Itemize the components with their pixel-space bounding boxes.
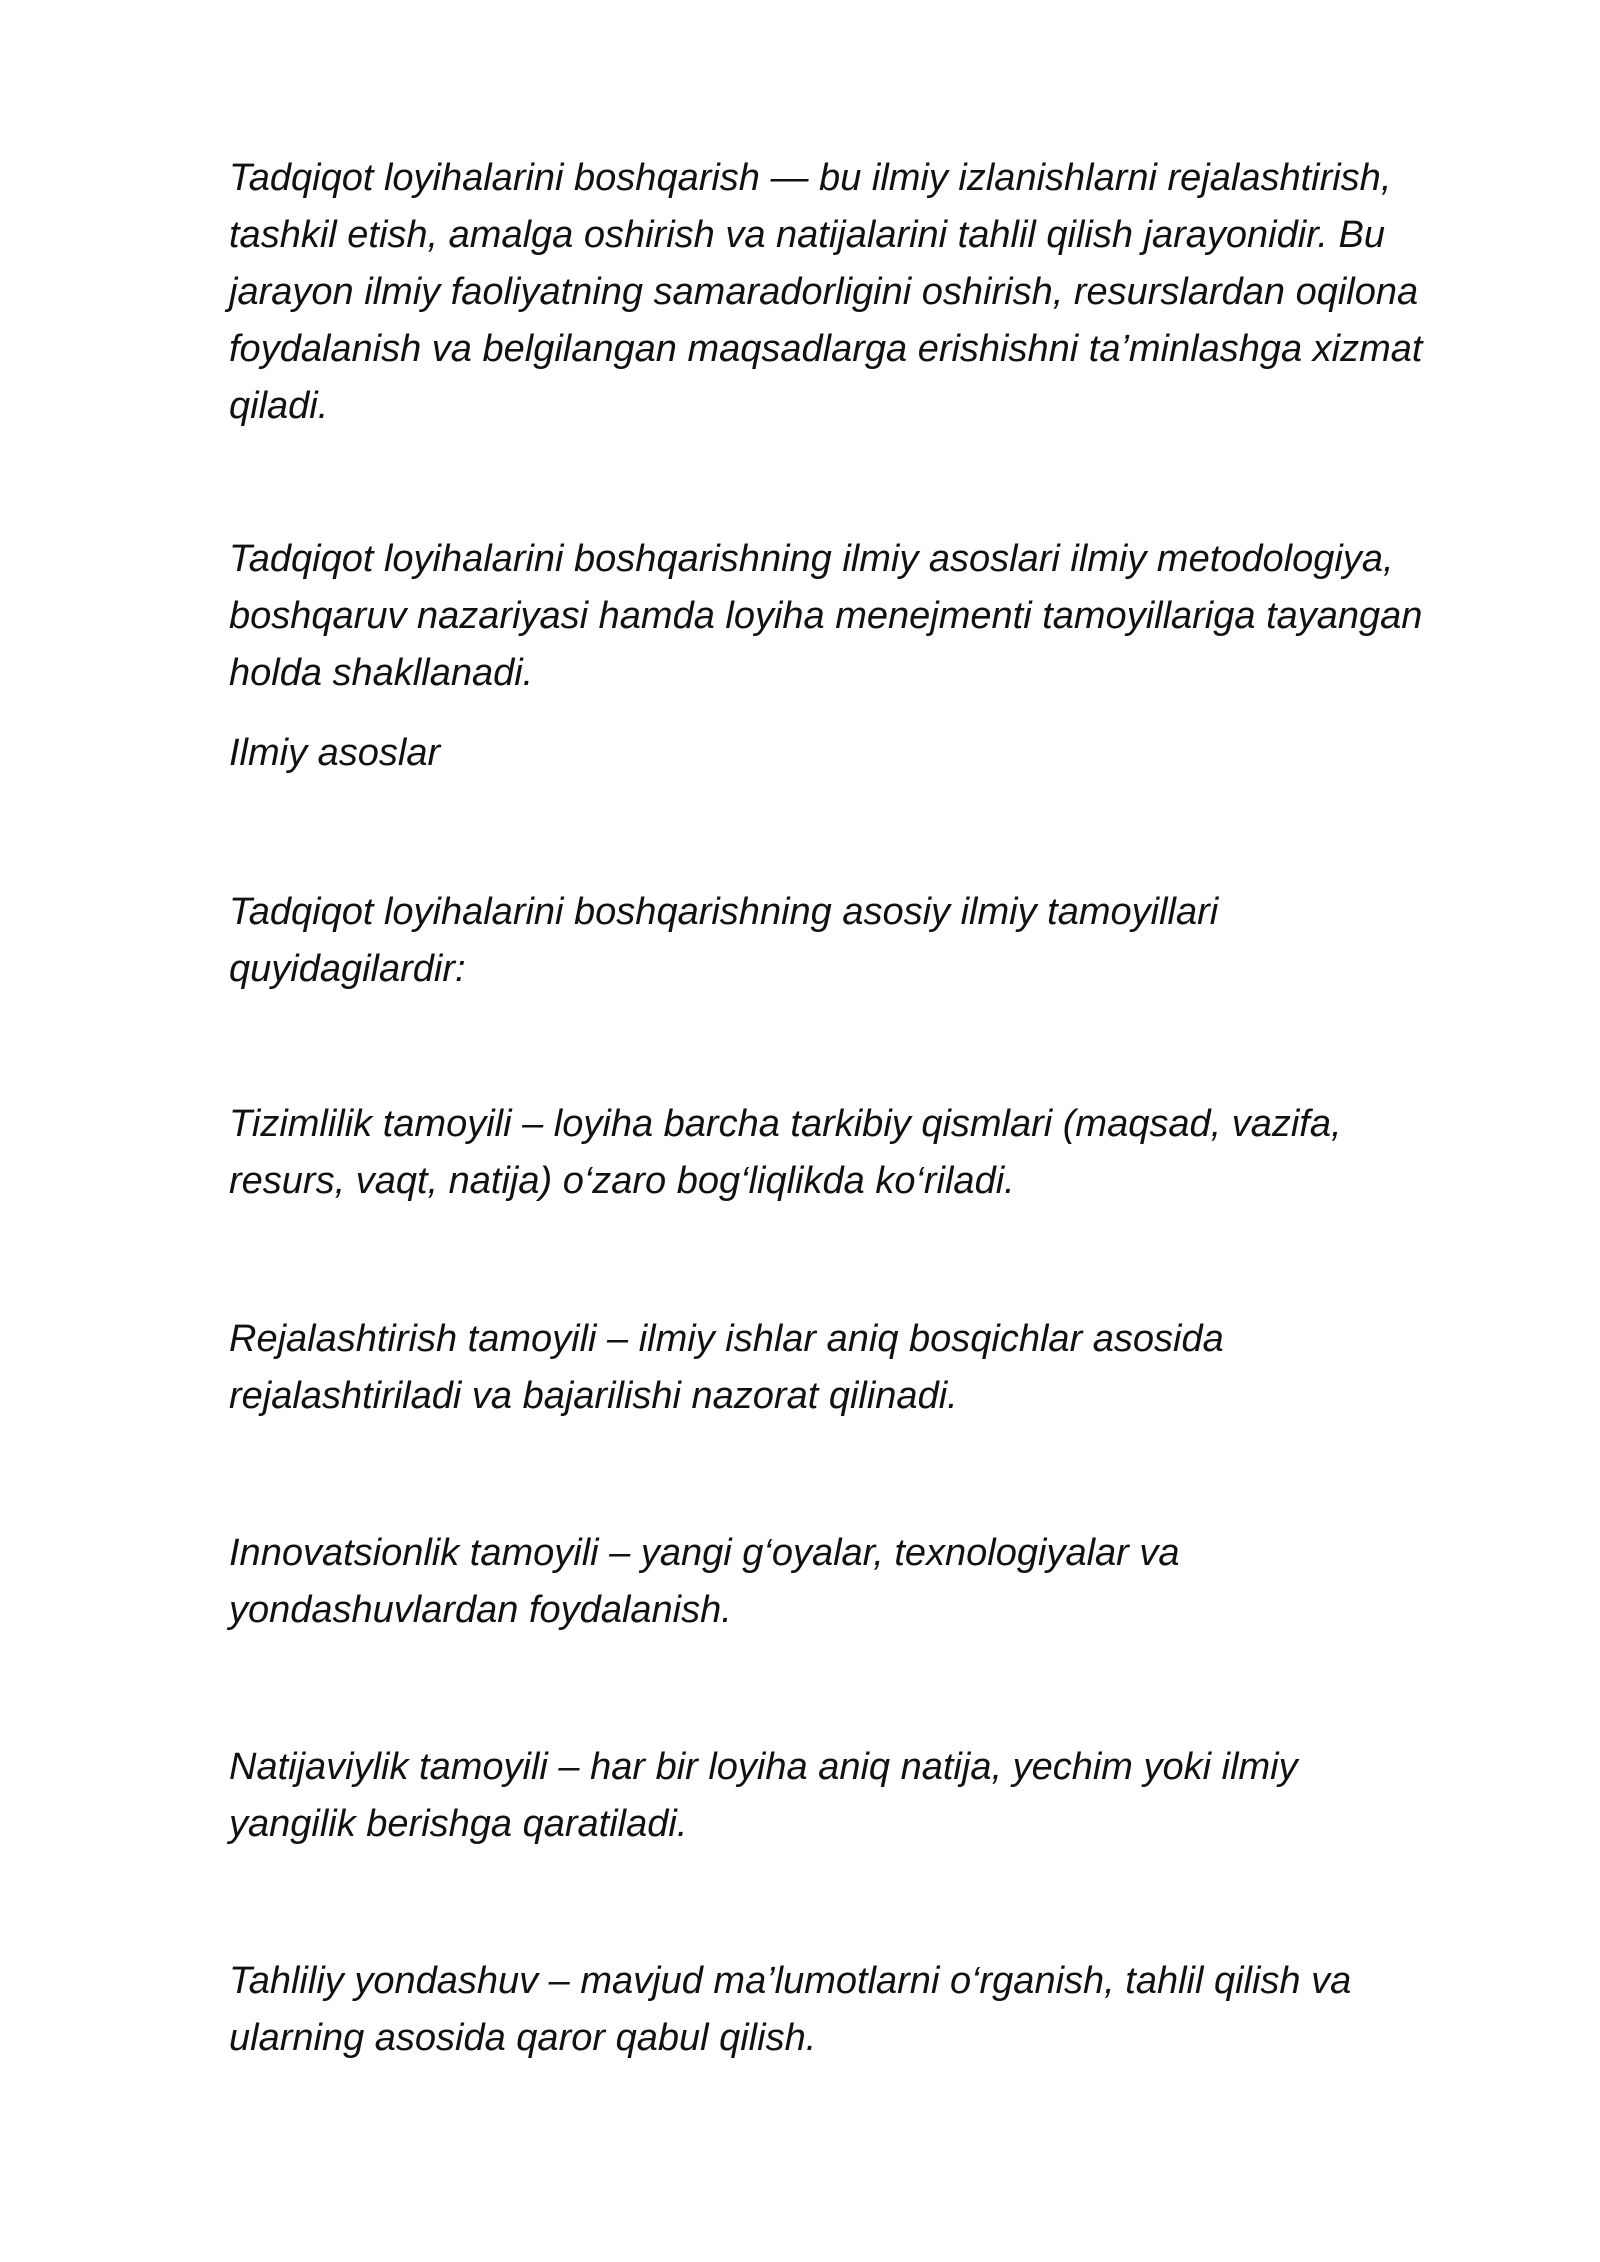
text-line: Tadqiqot loyihalarini boshqarishning asosiy ilmiy tamoyillari [229,891,1219,933]
text-line: Tizimlilik tamoyili – loyiha barcha tarkibiy qismlari (maqsad, vazifa, [229,1103,1342,1145]
principles-intro-paragraph [229,884,1519,998]
principle-results [229,1739,1519,1853]
principle-innovation [229,1525,1519,1639]
text-line: holda shakllanadi. [229,652,534,694]
text-line: Rejalashtirish tamoyili – ilmiy ishlar aniq bosqichlar asosida [229,1318,1224,1360]
text-line: Ilmiy asoslar [229,732,441,774]
foundations-paragraph [229,531,1519,702]
text-line: Innovatsionlik tamoyili – yangi g‘oyalar, texnologiyalar va [229,1532,1180,1574]
text-line: yangilik berishga qaratiladi. [229,1803,688,1845]
text-line: quyidagilardir: [229,948,466,990]
text-line: Natijaviylik tamoyili – har bir loyiha aniq natija, yechim yoki ilmiy [229,1746,1298,1788]
principle-analytical [229,1953,1519,2067]
principle-systematic [229,1096,1519,1210]
intro-paragraph [229,150,1519,435]
text-line: Tadqiqot loyihalarini boshqarishning ilmiy asoslari ilmiy metodologiya, [229,538,1394,580]
section-heading [229,725,1519,782]
text-line: yondashuvlardan foydalanish. [229,1589,732,1631]
text-line: resurs, vaqt, natija) o‘zaro bog‘liqlikda ko‘riladi. [229,1160,1015,1202]
text-line: Tahliliy yondashuv – mavjud ma’lumotlarni o‘rganish, tahlil qilish va [229,1960,1352,2002]
text-line: jarayon ilmiy faoliyatning samaradorligini oshirish, resurslardan oqilona [229,271,1419,313]
text-line: tashkil etish, amalga oshirish va natijalarini tahlil qilish jarayonidir. Bu [229,214,1386,256]
principle-planning [229,1311,1519,1425]
text-line: qiladi. [229,385,329,427]
text-line: Tadqiqot loyihalarini boshqarish — bu ilmiy izlanishlarni rejalashtirish, [229,157,1392,199]
text-line: rejalashtiriladi va bajarilishi nazorat qilinadi. [229,1375,958,1417]
text-line: ularning asosida qaror qabul qilish. [229,2017,817,2059]
text-line: boshqaruv nazariyasi hamda loyiha menejmenti tamoyillariga tayangan [229,595,1423,637]
text-line: foydalanish va belgilangan maqsadlarga erishishni ta’minlashga xizmat [229,328,1423,370]
